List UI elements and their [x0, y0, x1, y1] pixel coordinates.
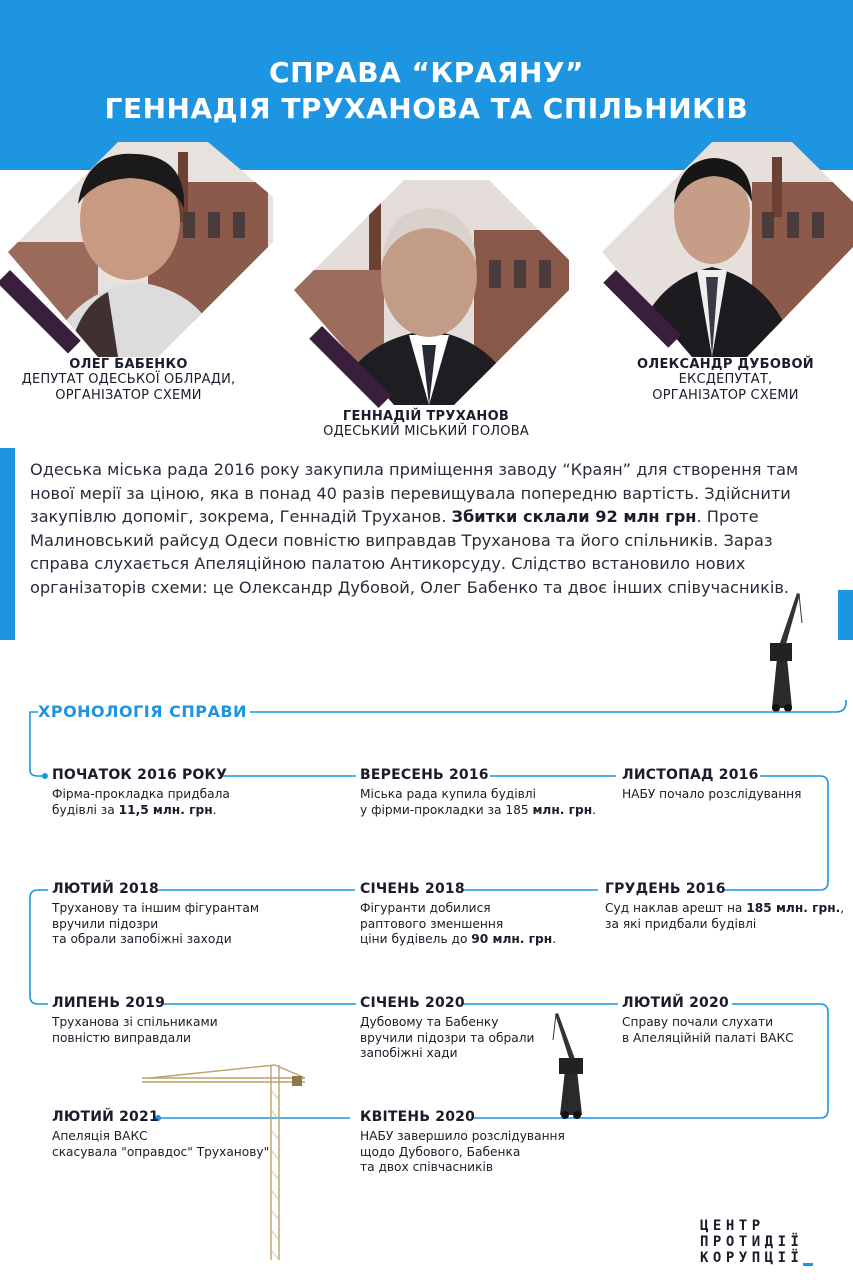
- timeline-event: [622, 767, 802, 803]
- page-title-line2: ГЕННАДІЯ ТРУХАНОВА ТА СПІЛЬНИКІВ: [104, 92, 749, 125]
- event-date: ЛИСТОПАД 2016: [622, 767, 759, 783]
- event-date: ЛЮТИЙ 2018: [52, 881, 159, 897]
- portrait-dubovoy: [602, 142, 853, 357]
- portrait-trukhanov: [294, 180, 569, 405]
- person-name: ОЛЕГ БАБЕНКО: [69, 357, 188, 372]
- event-date: СІЧЕНЬ 2020: [360, 995, 465, 1011]
- timeline-event: [622, 995, 794, 1046]
- event-text: НАБУ почало розслідування: [622, 787, 802, 801]
- intro-paragraph: [30, 458, 830, 600]
- event-text: Фігуранти добилися раптового зменшення ціни будівель до 90 млн. грн.: [360, 901, 557, 946]
- timeline-event: [605, 881, 844, 932]
- person-role: ОРГАНІЗАТОР СХЕМИ: [652, 388, 799, 403]
- event-text: НАБУ завершило розслідування щодо Дубового, Бабенка та двох співчасників: [360, 1129, 565, 1174]
- accent-bar: [838, 590, 853, 640]
- event-date: ПОЧАТОК 2016 РОКУ: [52, 767, 228, 783]
- person-trukhanov-caption: [296, 409, 556, 440]
- event-date: ЛИПЕНЬ 2019: [52, 995, 166, 1011]
- person-role: ДЕПУТАТ ОДЕСЬКОЇ ОБЛРАДИ,: [21, 372, 236, 387]
- tower-crane-illustration: [140, 1060, 310, 1265]
- timeline-event: [52, 881, 259, 948]
- intro-text: . Проте Малиновський райсуд Одеси повністю виправдав Труханова та його спільників. Зараз справа слухається Апеляційною палатою Антикорсуду. Слідство встановило нових організаторів схеми: це Олександр Дубовой, Олег Бабенко та двоє інших співучасників.: [30, 507, 790, 597]
- event-date: ВЕРЕСЕНЬ 2016: [360, 767, 489, 783]
- logo-accent-bar: [803, 1263, 813, 1266]
- person-name: ОЛЕКСАНДР ДУБОВОЙ: [637, 357, 814, 372]
- logo-anticorruption-center: ЦЕНТР ПРОТИДІЇ КОРУПЦІЇ: [700, 1218, 813, 1266]
- page-title-line1: СПРАВА “КРАЯНУ”: [269, 56, 584, 89]
- timeline-title: ХРОНОЛОГІЯ СПРАВИ: [38, 702, 247, 721]
- event-text: Труханову та іншим фігурантам вручили підозри та обрали запобіжні заходи: [52, 901, 260, 946]
- intro-highlight: Збитки склали 92 млн грн: [451, 507, 697, 527]
- event-text: Фірма-прокладка придбала будівлі за 11,5 млн. грн.: [52, 787, 230, 817]
- event-date: ГРУДЕНЬ 2016: [605, 881, 726, 897]
- timeline-event: [360, 767, 596, 818]
- person-name: ГЕННАДІЙ ТРУХАНОВ: [342, 409, 510, 424]
- timeline-event: [360, 881, 556, 948]
- timeline-event: [52, 767, 230, 818]
- timeline-event: [360, 995, 534, 1062]
- event-date: КВІТЕНЬ 2020: [360, 1109, 476, 1125]
- timeline-event: [52, 995, 218, 1046]
- event-text: Дубовому та Бабенку вручили підозри та обрали запобіжні хади: [360, 1015, 535, 1060]
- intro-text: Одеська міська рада 2016 року закупила приміщення заводу “Краян” для створення там нової мерії за ціною, яка в понад 40 разів перевищувала попередню вартість. Здійснити закупівлю допоміг, зокрема, Геннадій Труханов.: [30, 460, 799, 527]
- event-text: Справу почали слухати в Апеляційній палаті ВАКС: [622, 1015, 794, 1045]
- timeline-event: [360, 1109, 565, 1176]
- accent-bar: [0, 448, 15, 640]
- event-date: СІЧЕНЬ 2018: [360, 881, 465, 897]
- event-text: Суд наклав арешт на 185 млн. грн., за які придбали будівлі: [605, 901, 845, 931]
- person-role: ЕКСДЕПУТАТ,: [678, 372, 773, 387]
- event-text: Апеляція ВАКС скасувала "оправдос" Труханову": [52, 1129, 270, 1159]
- person-role: ОДЕСЬКИЙ МІСЬКИЙ ГОЛОВА: [323, 424, 529, 439]
- crane-illustration: [545, 1010, 600, 1120]
- event-text: Труханова зі спільниками повністю виправдали: [52, 1015, 218, 1045]
- event-date: ЛЮТИЙ 2021: [52, 1109, 159, 1125]
- person-dubovoy-caption: [598, 357, 853, 404]
- event-text: Міська рада купила будівлі у фірми-прокладки за 185 млн. грн.: [360, 787, 597, 817]
- person-role: ОРГАНІЗАТОР СХЕМИ: [55, 388, 202, 403]
- crane-illustration: [752, 588, 812, 713]
- event-date: ЛЮТИЙ 2020: [622, 995, 729, 1011]
- person-babenko-caption: [0, 357, 257, 404]
